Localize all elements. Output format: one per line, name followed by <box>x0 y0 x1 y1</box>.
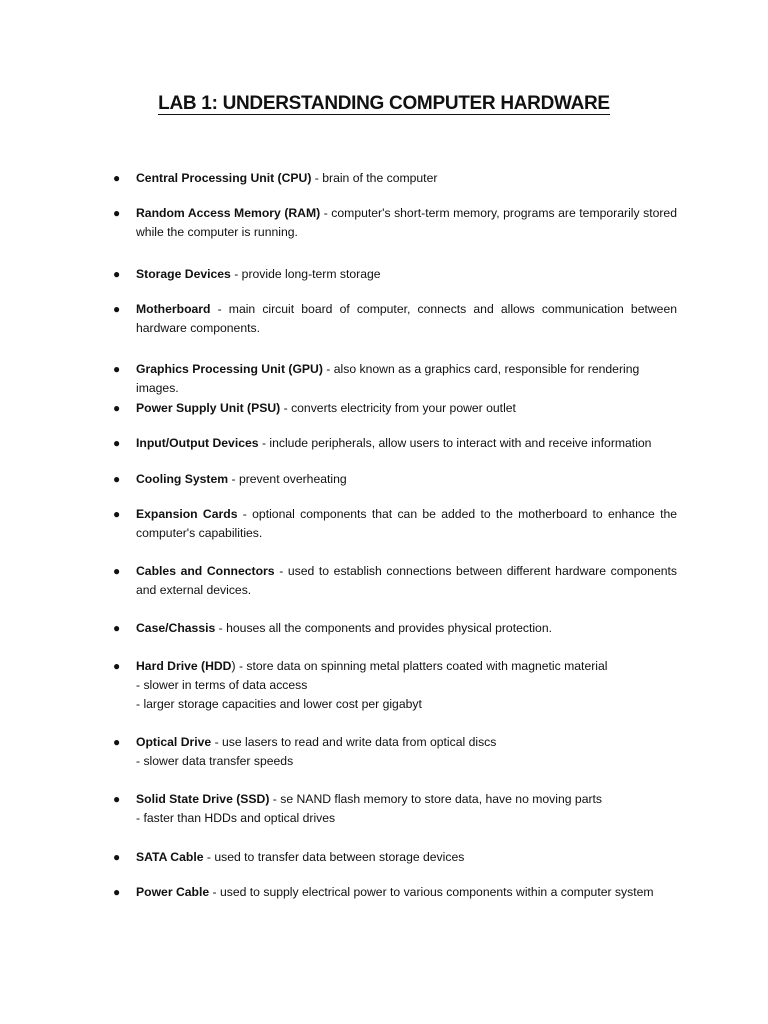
term: Cooling System <box>136 472 229 486</box>
description: - brain of the computer <box>311 171 438 185</box>
bullet: ● <box>113 792 121 806</box>
description: - optional components that can be added to the motherboard to enhance the computer's capabilities. <box>136 507 678 540</box>
description: - converts electricity from your power outlet <box>280 401 516 415</box>
term: Motherboard <box>136 302 211 316</box>
term: Cables and Connectors <box>136 564 275 578</box>
term: Case/Chassis <box>136 621 216 635</box>
description: - houses all the components and provides physical protection. <box>215 621 552 635</box>
term: Power Cable <box>136 885 210 899</box>
list-item-cpu <box>113 169 677 188</box>
term: Hard Drive (HDD <box>136 659 232 673</box>
description: - also known as a graphics card, responsible for rendering images. <box>136 362 640 395</box>
term: Random Access Memory (RAM) <box>136 206 321 220</box>
sub-point: - larger storage capacities and lower cost per gigabyt <box>136 697 422 711</box>
list-item-optical-drive <box>113 733 677 771</box>
bullet: ● <box>113 267 121 281</box>
list-item-storage-devices <box>113 265 677 284</box>
list-item-gpu <box>113 360 677 398</box>
bullet: ● <box>113 507 121 521</box>
bullet: ● <box>113 621 121 635</box>
term: Power Supply Unit (PSU) <box>136 401 281 415</box>
list-item-psu <box>113 399 677 418</box>
list-item-io-devices <box>113 434 677 453</box>
bullet: ● <box>113 362 121 376</box>
description: ) - store data on spinning metal platters coated with magnetic material <box>231 659 608 673</box>
list-item-ssd <box>113 790 677 828</box>
list-item-cooling-system <box>113 470 677 489</box>
term: Storage Devices <box>136 267 231 281</box>
sub-point: - faster than HDDs and optical drives <box>136 811 336 825</box>
description: - use lasers to read and write data from optical discs <box>211 735 497 749</box>
description: - used to supply electrical power to various components within a computer system <box>209 885 654 899</box>
term: SATA Cable <box>136 850 204 864</box>
term: Central Processing Unit (CPU) <box>136 171 312 185</box>
document-title-text: LAB 1: UNDERSTANDING COMPUTER HARDWARE <box>158 93 610 114</box>
list-item-ram <box>113 204 677 242</box>
description: - prevent overheating <box>228 472 347 486</box>
list-item-motherboard <box>113 300 677 338</box>
list-item-case-chassis <box>113 619 677 638</box>
bullet: ● <box>113 171 121 185</box>
description: - used to transfer data between storage devices <box>203 850 465 864</box>
sub-point: - slower data transfer speeds <box>136 754 294 768</box>
term: Optical Drive <box>136 735 212 749</box>
bullet: ● <box>113 735 121 749</box>
bullet: ● <box>113 206 121 220</box>
list-item-sata-cable <box>113 848 677 867</box>
bullet: ● <box>113 850 121 864</box>
list-item-cables-connectors <box>113 562 677 600</box>
bullet: ● <box>113 302 121 316</box>
list-item-hard-drive <box>113 657 677 714</box>
term: Graphics Processing Unit (GPU) <box>136 362 323 376</box>
bullet: ● <box>113 436 121 450</box>
description: - computer's short-term memory, programs are temporarily stored while the computer is running. <box>136 206 677 239</box>
sub-point: - slower in terms of data access <box>136 678 308 692</box>
description: - main circuit board of computer, connects and allows communication between hardware components. <box>136 302 677 335</box>
bullet: ● <box>113 885 121 899</box>
term: Input/Output Devices <box>136 436 259 450</box>
bullet: ● <box>113 401 121 415</box>
description: - used to establish connections between different hardware components and external devices. <box>136 564 677 597</box>
list-item-power-cable <box>113 883 677 902</box>
term: Expansion Cards <box>136 507 238 521</box>
document-title <box>0 92 768 116</box>
description: - se NAND flash memory to store data, have no moving parts <box>269 792 603 806</box>
bullet: ● <box>113 659 121 673</box>
term: Solid State Drive (SSD) <box>136 792 270 806</box>
description: - provide long-term storage <box>230 267 381 281</box>
bullet: ● <box>113 472 121 486</box>
description: - include peripherals, allow users to interact with and receive information <box>258 436 652 450</box>
bullet: ● <box>113 564 121 578</box>
list-item-expansion-cards <box>113 505 678 543</box>
